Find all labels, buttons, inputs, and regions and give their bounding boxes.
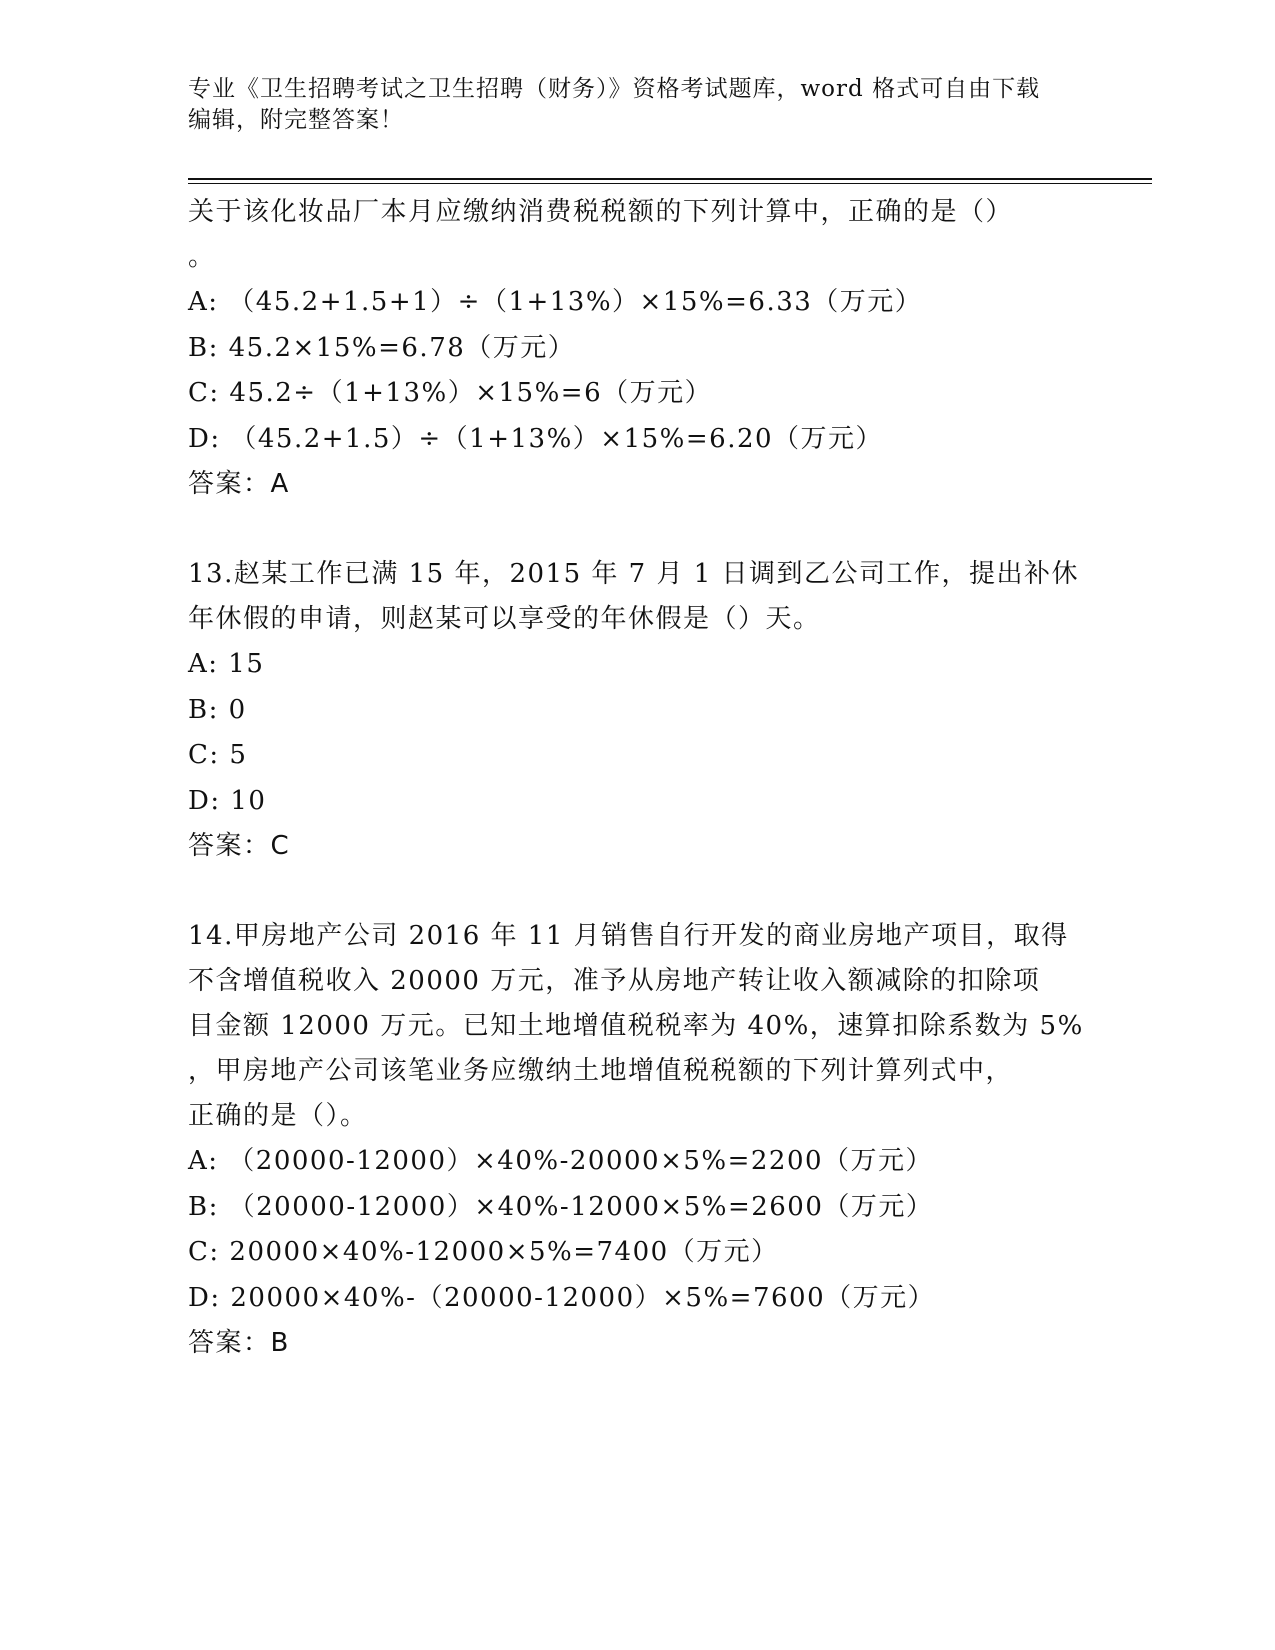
question-14 (188, 914, 1088, 1366)
option-d: D: 20000×40%-（20000-12000）×5%=7600（万元） (188, 1282, 936, 1313)
question-text-line: 关于该化妆品厂本月应缴纳消费税税额的下列计算中，正确的是（） (188, 197, 1014, 227)
question-text-line: 正确的是（）。 (188, 1101, 368, 1131)
answer: 答案：A (188, 469, 290, 499)
answer: 答案：C (188, 831, 291, 861)
header-line-2: 编辑，附完整答案！ (188, 107, 404, 133)
option-a: A: （20000-12000）×40%-20000×5%=2200（万元） (188, 1146, 934, 1176)
question-text-line: 。 (188, 242, 216, 272)
option-d: D: （45.2+1.5）÷（1+13%）×15%=6.20（万元） (188, 423, 884, 454)
option-a: A: 15 (188, 649, 265, 679)
question-12 (188, 190, 1088, 507)
document-header (188, 74, 1068, 136)
question-13 (188, 552, 1088, 869)
question-spacer (188, 507, 1088, 552)
option-b: B: 0 (188, 694, 247, 725)
header-divider-thin (188, 183, 1152, 184)
question-list (188, 190, 1088, 1366)
question-text-line: ，甲房地产公司该笔业务应缴纳土地增值税税额的下列计算列式中， (188, 1056, 1014, 1086)
question-text-line: 年休假的申请，则赵某可以享受的年休假是（）天。 (188, 604, 821, 634)
answer: 答案：B (188, 1328, 290, 1358)
question-text-line: 14.甲房地产公司 2016 年 11 月销售自行开发的商业房地产项目，取得 (188, 921, 1069, 951)
header-divider-thick (188, 178, 1152, 180)
option-c: C: 45.2÷（1+13%）×15%=6（万元） (188, 378, 713, 408)
option-c: C: 5 (188, 740, 248, 770)
header-line-1: 专业《卫生招聘考试之卫生招聘（财务）》资格考试题库，word 格式可自由下载 (188, 76, 1041, 102)
option-c: C: 20000×40%-12000×5%=7400（万元） (188, 1237, 779, 1267)
question-spacer (188, 869, 1088, 914)
question-text-line: 目金额 12000 万元。已知土地增值税税率为 40%，速算扣除系数为 5% (188, 1011, 1084, 1041)
option-b: B: 45.2×15%=6.78（万元） (188, 332, 576, 363)
option-d: D: 10 (188, 785, 267, 816)
option-b: B: （20000-12000）×40%-12000×5%=2600（万元） (188, 1191, 934, 1222)
option-a: A: （45.2+1.5+1）÷（1+13%）×15%=6.33（万元） (188, 287, 923, 317)
question-text-line: 13.赵某工作已满 15 年，2015 年 7 月 1 日调到乙公司工作，提出补休 (188, 559, 1080, 589)
question-text-line: 不含增值税收入 20000 万元，准予从房地产转让收入额减除的扣除项 (188, 966, 1041, 996)
